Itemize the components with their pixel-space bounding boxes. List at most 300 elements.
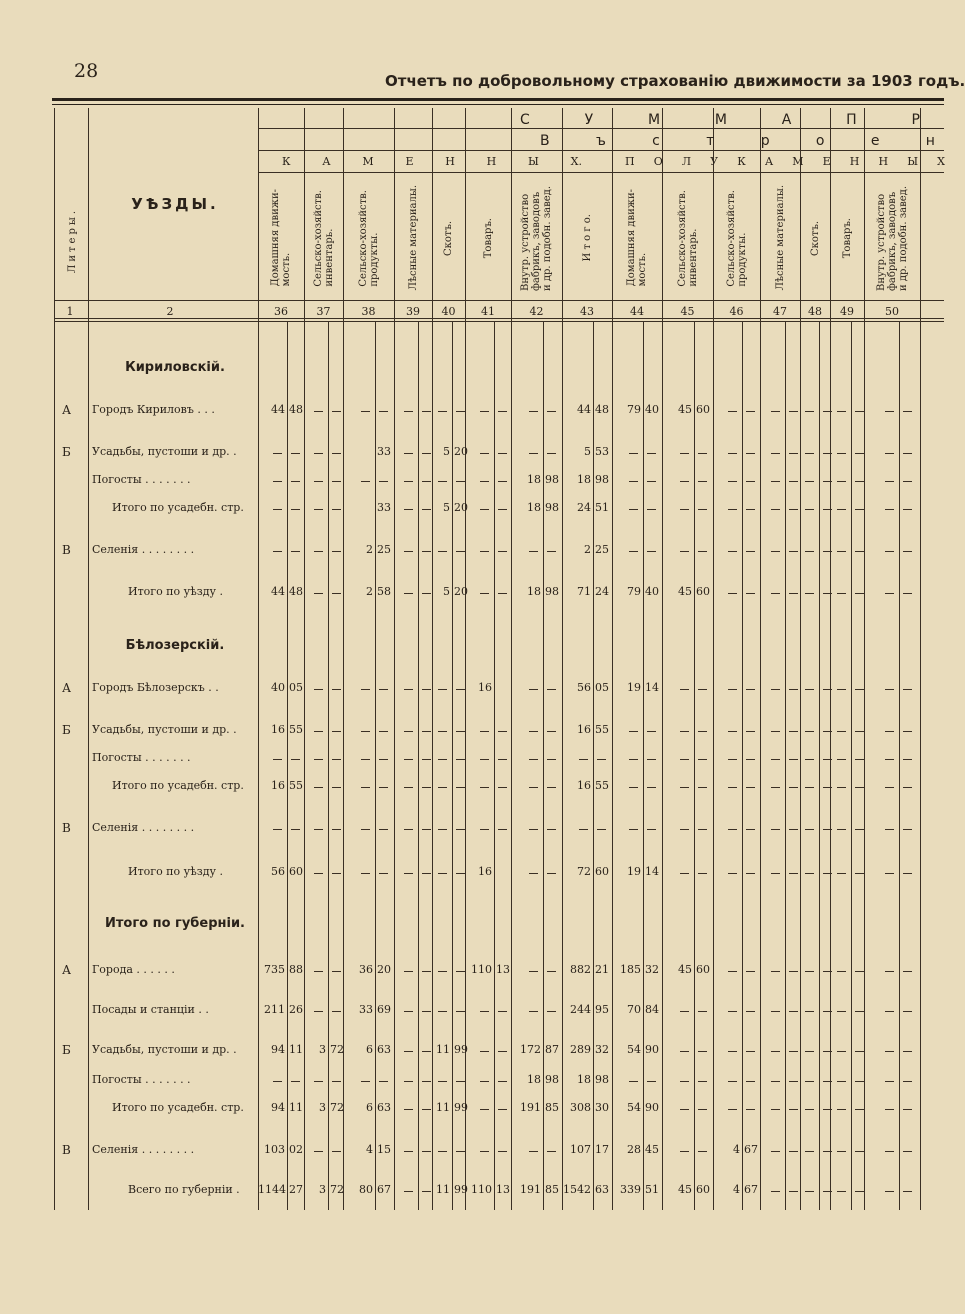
cell-dash [422,1191,431,1192]
row-label: Городъ Кириловъ . . . [92,403,215,416]
summa-header-letter: М [647,112,661,128]
cell-dash [789,1151,798,1152]
cell-dash [823,551,832,552]
cell-dash [837,1151,846,1152]
v-stroeniyakh-header-letter: с [652,133,660,149]
cell-rubles: 16 [478,865,492,878]
cell-dash [438,829,447,830]
cell-dash [728,759,737,760]
row-label: Города . . . . . . [92,963,175,976]
cell-dash [823,829,832,830]
litery-label: Литеры. [66,207,78,273]
cell-dash [597,829,606,830]
cell-dash [823,453,832,454]
column-number: 37 [316,305,331,318]
cell-dash [903,1151,912,1152]
cell-dash [529,731,538,732]
cell-dash [547,971,556,972]
cell-kopecks: 99 [454,1101,468,1114]
cell-dash [291,551,300,552]
row-label: Городъ Бѣлозерскъ . . [92,681,219,694]
cell-dash [404,453,413,454]
cell-dash [823,593,832,594]
cell-rubles: 33 [359,1003,373,1016]
cell-rubles: 4 [733,1183,740,1196]
cell-dash [480,759,489,760]
polukamennykh-header-letter: Х [937,155,945,168]
column-header [662,178,713,298]
cell-rubles: 36 [359,963,373,976]
cell-dash [855,1191,864,1192]
cell-dash [885,1151,894,1152]
cell-dash [498,509,507,510]
cell-dash [456,787,465,788]
cell-dash [885,453,894,454]
cell-dash [789,1109,798,1110]
cell-dash [629,551,638,552]
cell-dash [855,829,864,830]
cell-dash [291,759,300,760]
cell-kopecks: 25 [595,543,609,556]
cell-dash [438,873,447,874]
cell-kopecks: 98 [595,473,609,486]
cell-kopecks: 60 [696,963,710,976]
v-stroeniyakh-header-letter: р [760,133,770,149]
cell-kopecks: 63 [377,1043,391,1056]
column-number: 39 [406,305,420,318]
cell-rubles: 308 [570,1101,591,1114]
cell-dash [456,1081,465,1082]
cell-dash [771,731,780,732]
cell-dash [837,873,846,874]
cell-dash [422,1151,431,1152]
cell-rubles: 70 [627,1003,641,1016]
cell-dash [855,1051,864,1052]
cell-dash [903,689,912,690]
grid-vline [54,108,55,1210]
polukamennykh-header-letter: Н [878,155,889,168]
litery-header [56,180,88,300]
cell-dash [529,1151,538,1152]
cell-dash [746,689,755,690]
cell-dash [746,829,755,830]
top-rule-thin [52,104,944,105]
cell-dash [498,759,507,760]
cell-dash [422,593,431,594]
cell-dash [314,829,323,830]
cell-rubles: 191 [520,1101,541,1114]
cell-rubles: 45 [678,585,692,598]
cell-kopecks: 72 [330,1043,344,1056]
cell-kopecks: 67 [744,1183,758,1196]
polukamennykh-header-letter: М [792,155,804,168]
cell-kopecks: 67 [377,1183,391,1196]
cell-dash [404,509,413,510]
cell-dash [823,1151,832,1152]
summa-header-letter: А [781,112,792,128]
column-number: 36 [274,305,288,318]
kamennykh-header-letter: М [362,155,374,168]
cell-kopecks: 13 [496,963,510,976]
cell-dash [529,971,538,972]
cell-dash [579,829,588,830]
cell-dash [361,731,370,732]
cell-dash [746,411,755,412]
cell-dash [529,829,538,830]
column-header [612,178,662,298]
cell-dash [746,481,755,482]
cell-dash [771,411,780,412]
cell-dash [903,759,912,760]
grid-hline [54,300,944,301]
cell-kopecks: 98 [595,1073,609,1086]
page-number: 28 [74,60,99,82]
cell-dash [422,873,431,874]
cell-dash [805,731,814,732]
cell-dash [438,731,447,732]
cell-dash [805,829,814,830]
cell-dash [314,731,323,732]
cell-dash [885,509,894,510]
grid-hline [258,128,944,129]
cell-dash [273,551,282,552]
cell-dash [456,731,465,732]
cell-dash [680,453,689,454]
grid-split-line [694,322,695,1210]
cell-dash [823,1011,832,1012]
polukamennykh-header-letter: Е [822,155,831,168]
cell-dash [438,481,447,482]
cell-dash [885,593,894,594]
cell-dash [771,453,780,454]
cell-dash [456,971,465,972]
cell-dash [805,1011,814,1012]
cell-dash [728,873,737,874]
cell-dash [837,971,846,972]
summa-header-letter: П [846,112,857,128]
cell-dash [837,689,846,690]
cell-dash [456,759,465,760]
cell-dash [680,731,689,732]
cell-dash [547,453,556,454]
cell-dash [498,1051,507,1052]
cell-dash [903,1081,912,1082]
cell-kopecks: 98 [545,473,559,486]
cell-dash [332,873,341,874]
cell-rubles: 45 [678,963,692,976]
cell-dash [422,453,431,454]
cell-dash [837,453,846,454]
cell-kopecks: 95 [595,1003,609,1016]
section-title: Итого по губерніи. [105,916,245,931]
row-label: Итого по уѣзду . [128,585,223,598]
cell-dash [855,873,864,874]
cell-dash [728,551,737,552]
cell-dash [438,759,447,760]
cell-dash [379,873,388,874]
column-header [343,178,394,298]
cell-kopecks: 14 [645,865,659,878]
cell-dash [273,481,282,482]
cell-rubles: 54 [627,1101,641,1114]
cell-rubles: 45 [678,403,692,416]
summa-header-letter: С [520,112,530,128]
cell-rubles: 40 [271,681,285,694]
column-number: 42 [529,305,544,318]
cell-dash [805,1081,814,1082]
column-header [258,178,304,298]
cell-dash [314,411,323,412]
cell-dash [379,689,388,690]
cell-dash [291,1081,300,1082]
cell-rubles: 5 [443,585,450,598]
cell-dash [837,1081,846,1082]
cell-kopecks: 85 [545,1183,559,1196]
cell-dash [314,689,323,690]
cell-kopecks: 51 [645,1183,659,1196]
cell-kopecks: 15 [377,1143,391,1156]
column-header [760,178,800,298]
cell-dash [529,411,538,412]
cell-dash [885,1109,894,1110]
cell-dash [404,1011,413,1012]
cell-rubles: 191 [520,1183,541,1196]
cell-rubles: 3 [319,1183,326,1196]
cell-dash [903,453,912,454]
cell-dash [698,1051,707,1052]
cell-dash [728,971,737,972]
cell-dash [404,829,413,830]
cell-dash [903,411,912,412]
cell-dash [855,731,864,732]
cell-rubles: 16 [478,681,492,694]
section-title: Кириловскій. [125,360,225,375]
cell-dash [422,971,431,972]
cell-kopecks: 11 [289,1043,303,1056]
cell-rubles: 1144 [258,1183,286,1196]
cell-dash [332,481,341,482]
cell-dash [771,759,780,760]
cell-kopecks: 53 [595,445,609,458]
cell-dash [404,481,413,482]
page-title: Отчетъ по добровольному страхованію движимости за 1903 годъ. [385,72,965,90]
row-label: Погосты . . . . . . . [92,473,191,486]
cell-dash [404,1051,413,1052]
cell-dash [746,593,755,594]
cell-dash [680,481,689,482]
cell-dash [837,1109,846,1110]
cell-dash [823,787,832,788]
cell-dash [805,411,814,412]
cell-dash [404,731,413,732]
cell-dash [855,759,864,760]
cell-dash [823,1051,832,1052]
cell-dash [422,731,431,732]
grid-hline [258,172,944,173]
cell-dash [332,509,341,510]
cell-dash [404,971,413,972]
cell-dash [480,1011,489,1012]
cell-dash [789,481,798,482]
cell-dash [698,481,707,482]
row-letter: Б [62,723,71,737]
cell-dash [885,1051,894,1052]
column-header-label: Лѣсные материалы. [407,185,419,291]
cell-dash [837,759,846,760]
cell-rubles: 94 [271,1101,285,1114]
cell-rubles: 1542 [563,1183,591,1196]
cell-dash [647,731,656,732]
cell-dash [789,1191,798,1192]
cell-dash [438,787,447,788]
cell-rubles: 2 [366,543,373,556]
cell-dash [789,1051,798,1052]
cell-dash [805,1191,814,1192]
column-header-label: Внутр. устройство фабрикъ, заводовъ и др. подобн. завед. [520,185,553,291]
column-header-label: Домашняя движи- мость. [626,189,648,287]
cell-kopecks: 98 [545,501,559,514]
cell-dash [805,1051,814,1052]
section-title: Бѣлозерскій. [125,638,225,653]
column-header-label: Сельско-хозяйств. продукты. [357,189,380,287]
column-number: 49 [840,305,854,318]
cell-dash [805,509,814,510]
cell-dash [547,829,556,830]
cell-dash [698,829,707,830]
cell-dash [680,1109,689,1110]
cell-dash [746,787,755,788]
cell-dash [404,759,413,760]
cell-dash [438,1151,447,1152]
v-stroeniyakh-header-letter: В [540,133,550,149]
column-header [713,178,760,298]
column-header-label: Товаръ. [482,217,494,259]
cell-dash [837,481,846,482]
cell-dash [837,411,846,412]
cell-dash [404,1081,413,1082]
cell-kopecks: 14 [645,681,659,694]
cell-dash [789,551,798,552]
v-stroeniyakh-header-letter: н [925,133,935,149]
cell-kopecks: 85 [545,1101,559,1114]
cell-dash [404,593,413,594]
grid-split-line [418,322,419,1210]
cell-dash [361,829,370,830]
cell-dash [855,411,864,412]
cell-dash [629,481,638,482]
cell-dash [332,1151,341,1152]
polukamennykh-header-letter: Л [681,155,692,168]
cell-dash [332,731,341,732]
cell-dash [903,1109,912,1110]
cell-dash [903,787,912,788]
cell-rubles: 16 [271,723,285,736]
cell-dash [771,481,780,482]
cell-rubles: 71 [577,585,591,598]
cell-dash [480,411,489,412]
cell-rubles: 16 [271,779,285,792]
cell-kopecks: 33 [377,501,391,514]
column-header-label: Скотъ. [809,220,821,256]
cell-dash [629,787,638,788]
cell-dash [314,759,323,760]
cell-dash [771,829,780,830]
cell-dash [332,411,341,412]
cell-rubles: 3 [319,1043,326,1056]
cell-dash [698,1151,707,1152]
cell-dash [698,759,707,760]
cell-dash [771,787,780,788]
cell-dash [332,689,341,690]
cell-dash [746,731,755,732]
cell-kopecks: 05 [595,681,609,694]
cell-rubles: 44 [577,403,591,416]
cell-dash [728,1081,737,1082]
cell-dash [680,689,689,690]
cell-dash [456,1151,465,1152]
cell-dash [823,1081,832,1082]
cell-kopecks: 25 [377,543,391,556]
cell-dash [837,731,846,732]
cell-rubles: 72 [577,865,591,878]
cell-kopecks: 24 [595,585,609,598]
cell-dash [547,759,556,760]
cell-dash [789,829,798,830]
column-header-label: Лѣсные материалы. [774,185,786,291]
grid-split-line [819,322,820,1210]
cell-dash [480,1051,489,1052]
cell-dash [823,509,832,510]
column-header-label: Сельско-хозяйств. инвентарь. [676,189,699,287]
cell-rubles: 18 [527,585,541,598]
column-header-label: И т о г о. [581,214,593,262]
cell-dash [291,509,300,510]
summa-header-letter: У [584,112,594,128]
cell-dash [379,787,388,788]
cell-dash [728,829,737,830]
cell-dash [480,481,489,482]
column-number: 50 [885,305,899,318]
cell-kopecks: 99 [454,1183,468,1196]
cell-dash [903,509,912,510]
column-number: 40 [441,305,456,318]
cell-dash [480,593,489,594]
cell-kopecks: 32 [645,963,659,976]
cell-dash [422,411,431,412]
grid-split-line [593,322,594,1210]
cell-kopecks: 02 [289,1143,303,1156]
cell-rubles: 5 [584,445,591,458]
cell-dash [885,481,894,482]
cell-rubles: 18 [527,473,541,486]
cell-rubles: 2 [366,585,373,598]
cell-dash [273,1081,282,1082]
cell-dash [885,731,894,732]
cell-kopecks: 48 [289,585,303,598]
cell-dash [805,453,814,454]
cell-dash [805,1109,814,1110]
cell-dash [771,509,780,510]
row-label: Погосты . . . . . . . [92,751,191,764]
cell-dash [885,1191,894,1192]
row-label: Итого по уѣзду . [128,865,223,878]
cell-kopecks: 20 [454,585,468,598]
cell-dash [885,787,894,788]
column-header [432,178,465,298]
cell-dash [855,1109,864,1110]
grid-hline [54,321,944,322]
cell-rubles: 107 [570,1143,591,1156]
